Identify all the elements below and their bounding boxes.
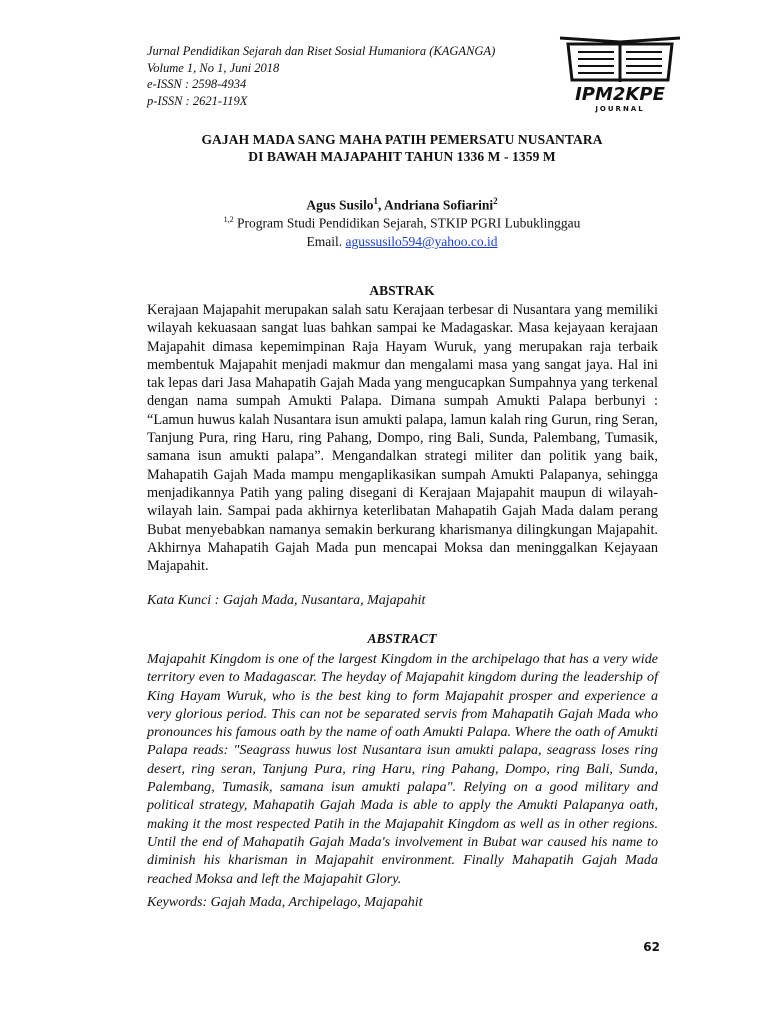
- email-label: Email.: [306, 234, 346, 249]
- abstract-body: Majapahit Kingdom is one of the largest Kingdom in the archipelago that has a very wide territory even to Madagascar. The heyday of Majapahit kingdom during the leadership of King Hayam Wuruk, who is the best king to form Majapahit prosper and experience a very glorious period. This can not be separated servis from Mahapatih Gajah Mada who pronounces his famous oath by the name of oath Amukti Palapa. Where the oath of Amukti Palapa reads: "Seagrass huwus lost Nusantara isun amukti palapa, seagrass loses ring desert, ring seran, Tanjung Pura, ring Haru, ring Pahang, Dompo, ring Bali, Sunda, Palembang, Tumasik, samana isun amukti palapa". Relying on a good military and political strategy, Mahapatih Gajah Mada is able to apply the Amukti Palapanya oath, making it the most respected Patih in the Majapahit Kingdom as well as in other regions. Until the end of Mahapatih Gajah Mada's involvement in Bubat war caused his name to diminish his kharisman in Majapahit environment. Finally Mahapatih Gajah Mada reached Moksa and left the Majapahit Glory.: [147, 651, 658, 887]
- abstrak-heading: ABSTRAK: [369, 283, 435, 298]
- kata-kunci: Kata Kunci : Gajah Mada, Nusantara, Majapahit: [147, 593, 426, 608]
- paper-title: [147, 132, 657, 165]
- paper-title-line1: GAJAH MADA SANG MAHA PATIH PEMERSATU NUSANTARA: [201, 132, 603, 147]
- journal-pissn: p-ISSN : 2621-119X: [147, 93, 248, 108]
- logo-subtext: JOURNAL: [595, 105, 645, 113]
- affiliation-text: Program Studi Pendidikan Sejarah, STKIP PGRI Lubuklinggau: [233, 215, 581, 231]
- journal-name: Jurnal Pendidikan Sejarah dan Riset Sosial Humaniora (KAGANGA): [147, 44, 496, 58]
- author-list: [147, 196, 657, 214]
- abstrak-body: Kerajaan Majapahit merupakan salah satu Kerajaan terbesar di Nusantara yang memiliki wilayah kekuasaan sangat luas bahkan sampai ke Madagaskar. Masa kejayaan kerajaan Majapahit dimasa kepemimpinan Raja Hayam Wuruk, yang merupakan raja terbaik membentuk Majapahit menjadi makmur dan mengalami masa yang sangat jaya. Hal ini tak lepas dari Jasa Mahapatih Gajah Mada yang mengucapkan Sumpahnya yang terkenal dengan nama sumpah Amukti Palapa. Dimana sumpah Amukti Palapa berbunyi : “Lamun huwus kalah Nusantara isun amukti palapa, lamun kalah ring Gurun, ring Seran, Tanjung Pura, ring Haru, ring Pahang, Dompo, ring Bali, Sunda, Palembang, Tumasik, samana isun amukti palapa”. Mengandalkan strategi militer dan politik yang baik, Mahapatih Gajah Mada mampu mengaplikasikan sumpah Amukti Palapanya, sehingga menjadikannya Patih yang paling disegani di Kerajaan Majapahit maupun di wilayah-wilayah lain. Sampai pada akhirnya keterlibatan Mahapatih Gajah Mada dalam perang Bubat menyebabkan namanya semakin berkurang kharismanya dilingkungan Majapahit. Akhirnya Mahapatih Gajah Mada pun mencapai Moksa dan meninggalkan Kejayaan Majapahit.: [147, 302, 658, 575]
- journal-logo: [558, 36, 682, 114]
- keywords: Keywords: Gajah Mada, Archipelago, Majapahit: [147, 895, 423, 910]
- page-number: 62: [643, 940, 660, 954]
- logo-text: IPM2KPE: [575, 84, 665, 105]
- email-link[interactable]: agussusilo594@yahoo.co.id: [345, 234, 498, 249]
- author-superscript: 1: [373, 196, 378, 206]
- journal-volume: Volume 1, No 1, Juni 2018: [147, 60, 280, 75]
- author-email: [147, 234, 657, 250]
- author-superscript: 2: [493, 196, 498, 206]
- open-book-logo-icon: [558, 36, 682, 114]
- paper-title-line2: DI BAWAH MAJAPAHIT TAHUN 1336 M - 1359 M: [248, 148, 556, 164]
- journal-eissn: e-ISSN : 2598-4934: [147, 77, 247, 91]
- author-affiliation: [147, 215, 657, 232]
- author-separator: ,: [378, 197, 385, 213]
- author-name: Agus Susilo: [306, 197, 374, 213]
- journal-header: [147, 43, 557, 109]
- affiliation-superscript: 1,2: [223, 215, 234, 224]
- abstract-heading: ABSTRACT: [367, 631, 437, 646]
- author-name: Andriana Sofiarini: [384, 197, 494, 213]
